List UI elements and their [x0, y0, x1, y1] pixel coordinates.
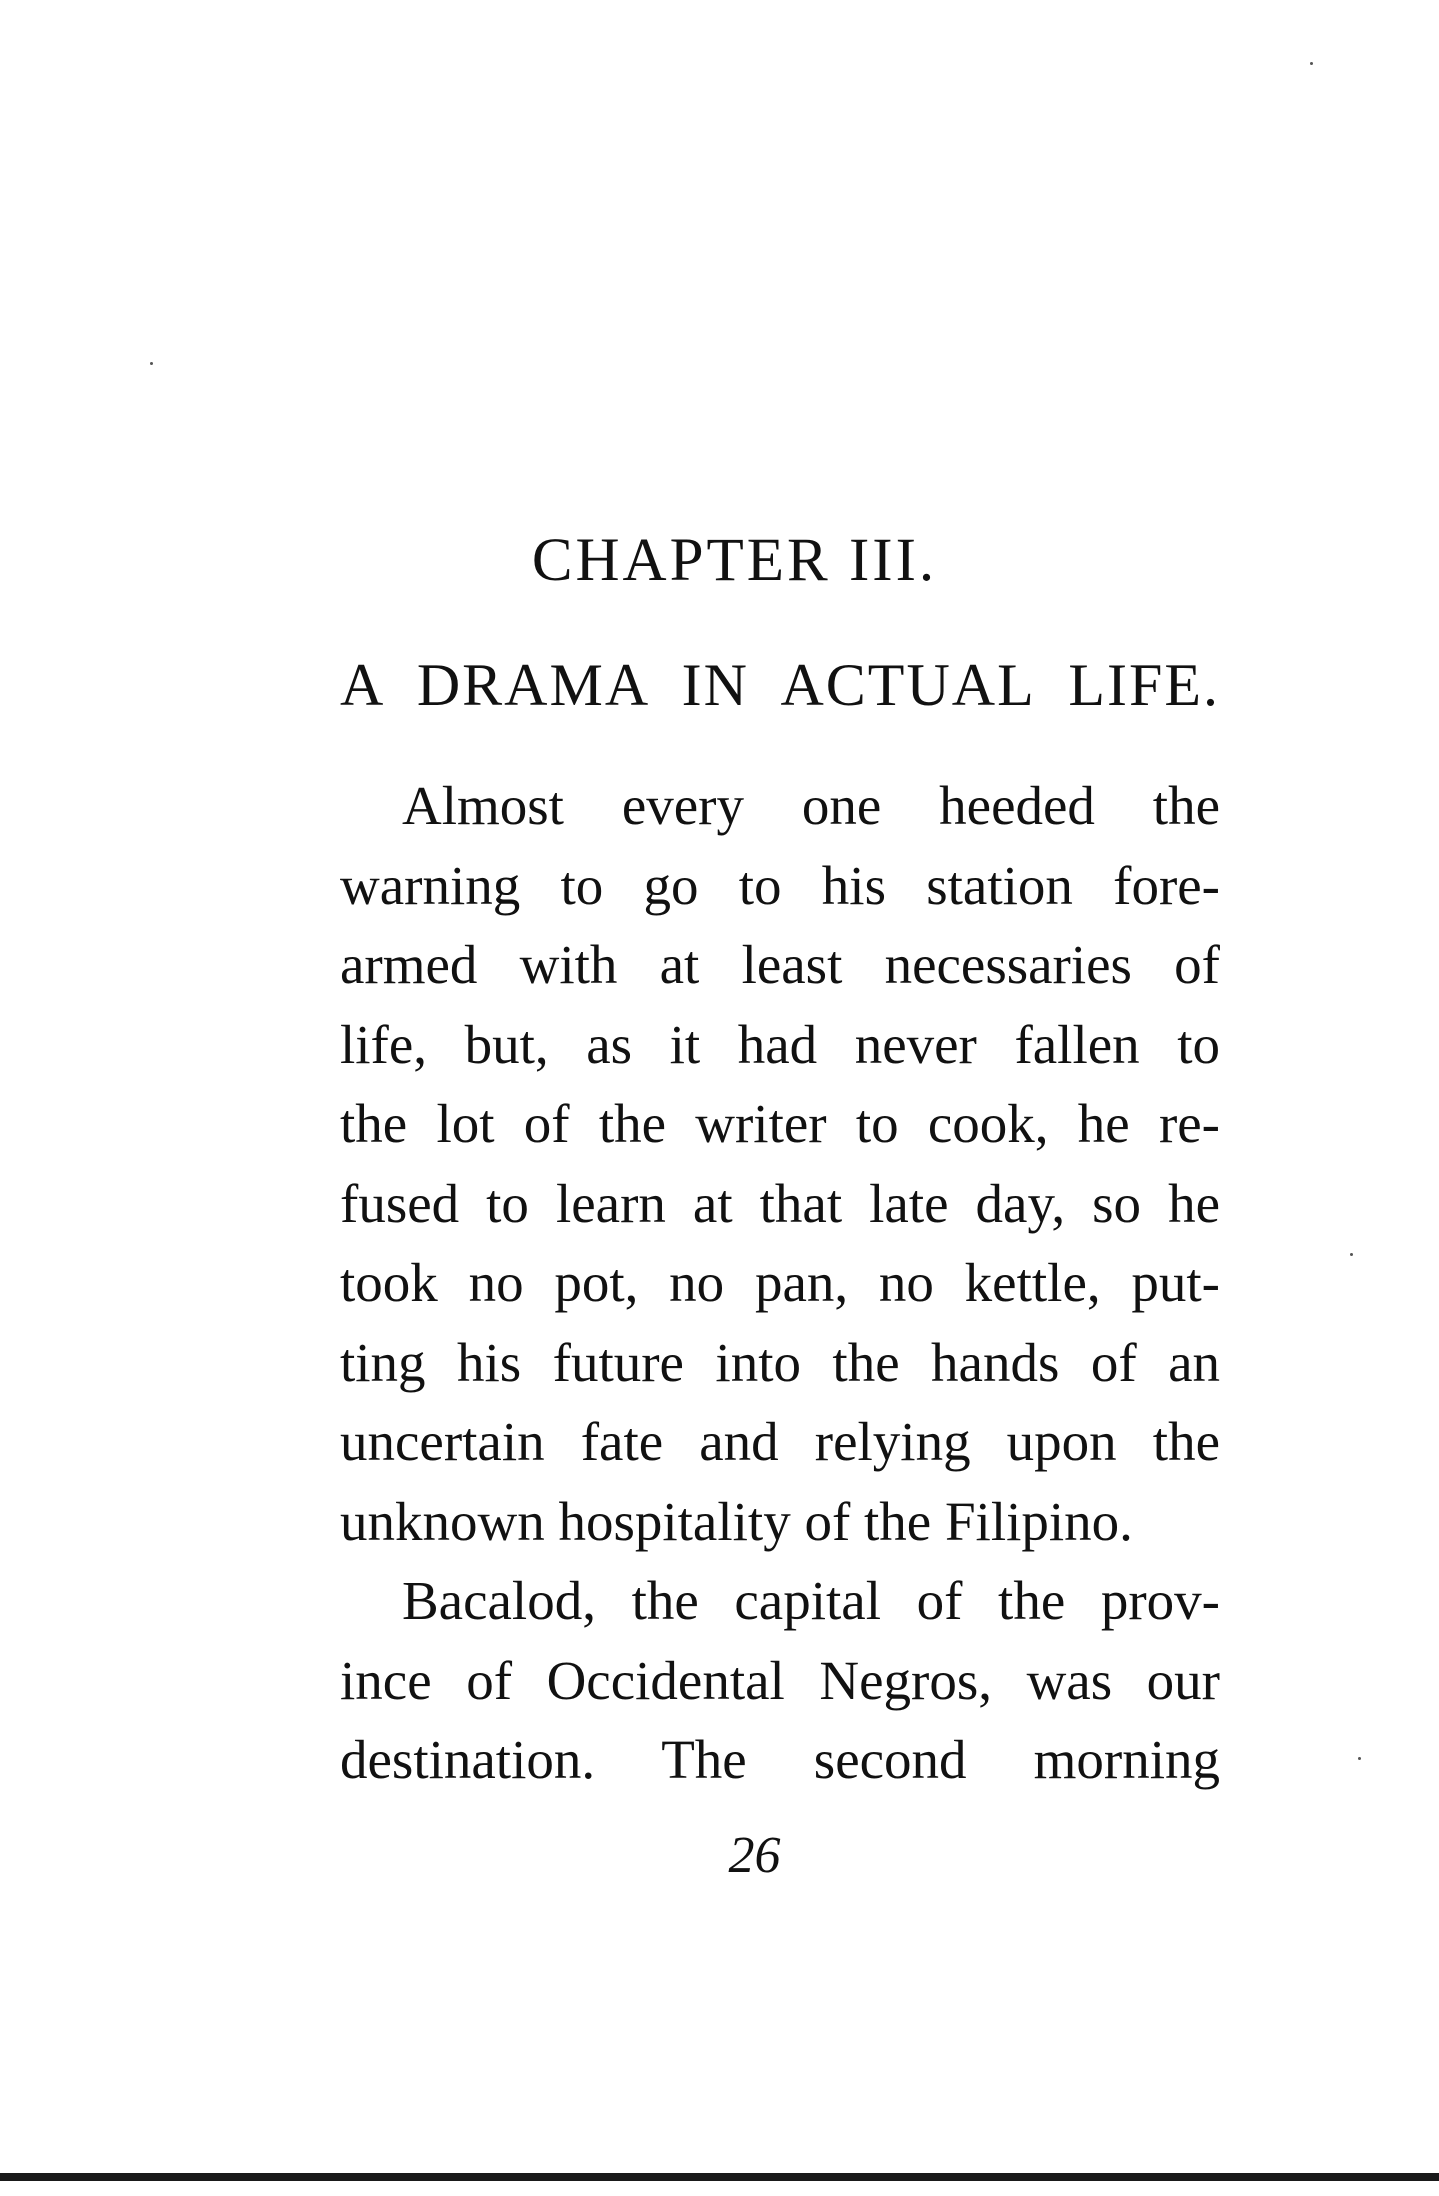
- body-text: [340, 766, 1220, 1800]
- text-line: ting his future into the hands of an: [340, 1331, 1220, 1393]
- paragraph: [340, 766, 1220, 1561]
- paper-speck: [150, 362, 153, 365]
- text-line: ince of Occidental Negros, was our: [340, 1649, 1220, 1711]
- paragraph: [340, 1561, 1220, 1800]
- text-line: unknown hospitality of the Filipino.: [340, 1490, 1133, 1552]
- text-line: life, but, as it had never fallen to: [340, 1013, 1220, 1075]
- chapter-number: CHAPTER III.: [531, 527, 938, 594]
- paper-speck: [1358, 1757, 1361, 1760]
- paper-speck: [1350, 1253, 1353, 1256]
- text-line: Almost every one heeded the: [402, 775, 1220, 836]
- page-number: 26: [728, 1827, 781, 1884]
- text-line: Bacalod, the capital of the prov-: [402, 1570, 1220, 1631]
- text-line: the lot of the writer to cook, he re-: [340, 1093, 1220, 1154]
- text-line: destination. The second morning: [340, 1729, 1220, 1790]
- bottom-border-rule: [0, 2173, 1439, 2181]
- chapter-title: A DRAMA IN ACTUAL LIFE.: [340, 652, 1220, 718]
- text-line: took no pot, no pan, no kettle, put-: [340, 1252, 1220, 1313]
- text-line: fused to learn at that late day, so he: [340, 1172, 1220, 1234]
- text-line: warning to go to his station fore-: [340, 854, 1220, 916]
- text-line: uncertain fate and relying upon the: [340, 1411, 1220, 1472]
- text-line: armed with at least necessaries of: [340, 934, 1220, 995]
- paper-speck: [1310, 62, 1313, 65]
